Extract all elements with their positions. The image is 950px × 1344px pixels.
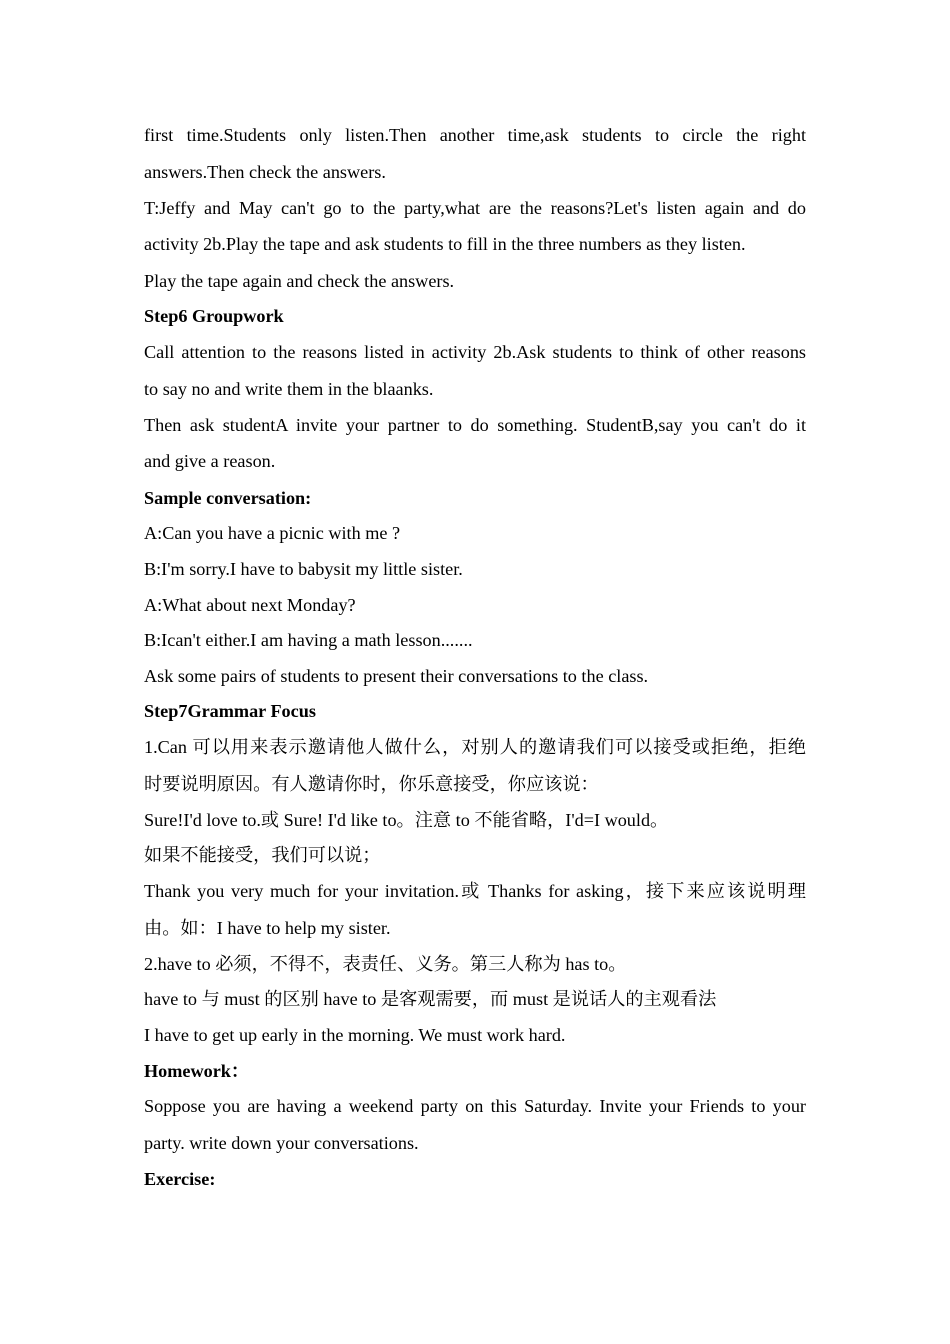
paragraph-line: and give a reason. <box>144 451 276 472</box>
paragraph-line: first time.Students only listen.Then another time,ask students to circle the right <box>144 125 806 145</box>
paragraph-line: 时要说明原因。有人邀请你时，你乐意接受，你应该说： <box>144 773 599 794</box>
section-heading-sample-conversation: Sample conversation: <box>144 487 312 508</box>
section-heading-step7: Step7Grammar Focus <box>144 701 316 722</box>
paragraph-line: Sure!I'd love to.或 Sure! I'd like to。注意 to 不能省略，I'd=I would。 <box>144 809 669 830</box>
paragraph-line: party. write down your conversations. <box>144 1132 419 1153</box>
paragraph-line: answers.Then check the answers. <box>144 161 386 182</box>
paragraph-line: Ask some pairs of students to present their conversations to the class. <box>144 665 649 686</box>
document-page <box>144 118 806 1198</box>
paragraph-line: Thank you very much for your invitation.或 Thanks for asking，接下来应该说明理 <box>144 880 806 901</box>
paragraph-line: Soppose you are having a weekend party on this Saturday. Invite your Friends to your <box>144 1096 806 1117</box>
dialogue-line: B:Ican't either.I am having a math lesson....... <box>144 630 473 651</box>
section-heading-homework: Homework： <box>144 1060 250 1081</box>
paragraph-line: T:Jeffy and May can't go to the party,what are the reasons?Let's listen again and do <box>144 197 806 218</box>
dialogue-line: A:Can you have a picnic with me ? <box>144 523 401 544</box>
paragraph-line: 由。如：I have to help my sister. <box>144 917 391 938</box>
paragraph-line: to say no and write them in the blaanks. <box>144 378 434 399</box>
section-heading-exercise: Exercise: <box>144 1169 216 1190</box>
paragraph-line: have to 与 must 的区别 have to 是客观需要，而 must 是说话人的主观看法 <box>144 989 717 1010</box>
paragraph-line: 2.have to 必须，不得不，表责任、义务。第三人称为 has to。 <box>144 953 627 974</box>
dialogue-line: B:I'm sorry.I have to babysit my little sister. <box>144 558 463 579</box>
paragraph-line: activity 2b.Play the tape and ask students to fill in the three numbers as they listen. <box>144 234 746 255</box>
dialogue-line: A:What about next Monday? <box>144 594 356 615</box>
section-heading-step6: Step6 Groupwork <box>144 306 284 327</box>
paragraph-line: Call attention to the reasons listed in activity 2b.Ask students to think of other reasons <box>144 341 806 362</box>
paragraph-line: 如果不能接受，我们可以说； <box>144 845 381 866</box>
paragraph-line: 1.Can 可以用来表示邀请他人做什么，对别人的邀请我们可以接受或拒绝，拒绝 <box>144 736 806 757</box>
paragraph-line: I have to get up early in the morning. We must work hard. <box>144 1025 566 1046</box>
paragraph-line: Then ask studentA invite your partner to do something. StudentB,say you can't do it <box>144 414 806 435</box>
paragraph-line: Play the tape again and check the answers. <box>144 270 455 291</box>
